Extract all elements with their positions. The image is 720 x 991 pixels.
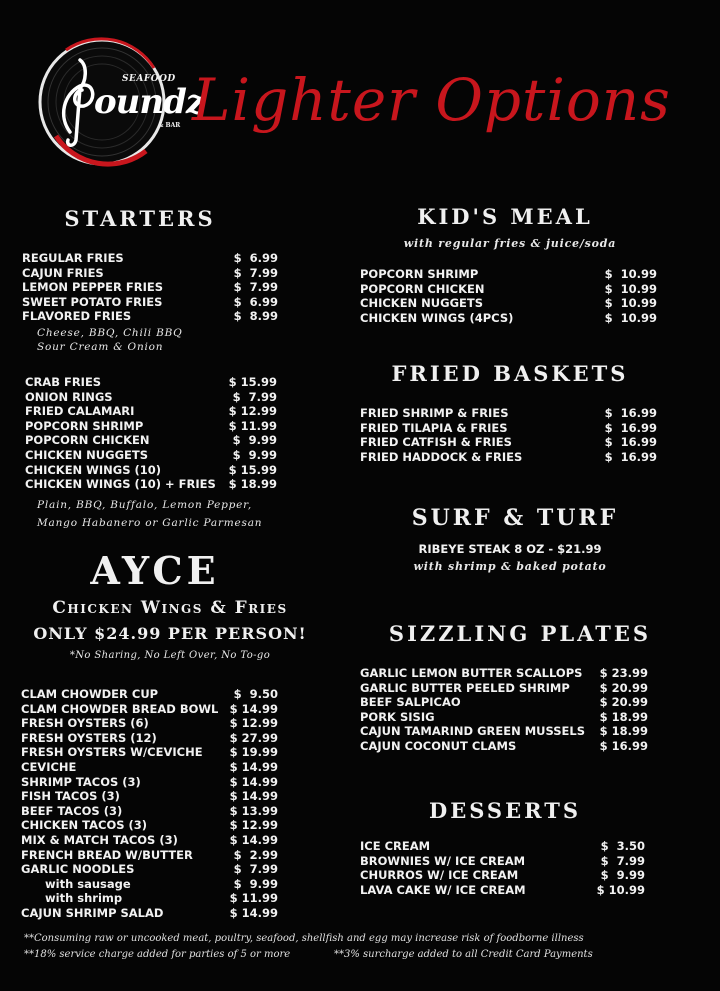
fries-menu-row-price: $ 7.99 <box>233 280 278 295</box>
fries-menu-row-price: $ 8.99 <box>233 309 278 324</box>
kids-menu-row-price: $ 10.99 <box>604 296 657 311</box>
menu-row <box>21 877 278 892</box>
logo-bar-text: & BAR <box>158 122 181 129</box>
menu-row <box>21 804 278 819</box>
fries-menu-row-name: FLAVORED FRIES <box>22 309 132 324</box>
starters-items-list <box>25 375 277 492</box>
surf-sub: with shrimp & baked potato <box>413 560 607 573</box>
kids-sub: with regular fries & juice/soda <box>403 237 617 250</box>
starter-menu-row-name: POPCORN SHRIMP <box>25 418 144 433</box>
menu-row-name: MIX & MATCH TACOS (3) <box>21 832 178 847</box>
menu-row-name: FRESH OYSTERS (6) <box>21 716 149 731</box>
starter-menu-row-name: POPCORN CHICKEN <box>25 433 150 448</box>
menu-row-price: $ 9.50 <box>233 687 278 701</box>
kids-menu-row-price: $ 10.99 <box>604 310 657 325</box>
desserts-heading: DESSERTS <box>429 798 581 823</box>
fries-menu-row <box>22 280 278 295</box>
menu-row-name: CAJUN SHRIMP SALAD <box>21 905 164 920</box>
sizzling-menu-row-price: $ 20.99 <box>599 680 648 695</box>
starter-menu-row-price: $ 12.99 <box>228 404 277 419</box>
basket-menu-row-price: $ 16.99 <box>604 449 657 464</box>
starter-menu-row-name: CHICKEN WINGS (10) + FRIES <box>25 477 216 492</box>
menu-row <box>21 687 278 702</box>
starter-menu-row-name: ONION RINGS <box>25 389 113 404</box>
kids-menu-row <box>360 296 657 311</box>
menu-row <box>21 775 278 790</box>
baskets-list <box>360 406 657 464</box>
dessert-menu-row <box>360 883 645 898</box>
sizzling-menu-row-price: $ 18.99 <box>599 709 648 724</box>
ayce-heading: AYCE <box>90 548 220 593</box>
restaurant-logo <box>36 36 205 168</box>
sizzling-menu-row <box>360 724 648 739</box>
kids-menu-row-price: $ 10.99 <box>604 281 657 296</box>
sizzling-heading: SIZZLING PLATES <box>388 621 652 646</box>
ayce-line2: ONLY $24.99 PER PERSON! <box>33 624 307 643</box>
kids-list <box>360 267 657 325</box>
menu-row <box>21 848 278 863</box>
menu-row <box>21 833 278 848</box>
kids-menu-row <box>360 282 657 297</box>
menu-row <box>21 731 278 746</box>
menu-row-name: CEVICHE <box>21 759 77 774</box>
menu-row-name: with shrimp <box>45 891 123 906</box>
menu-row-price: $ 7.99 <box>233 862 278 877</box>
starter-menu-row-price: $ 15.99 <box>228 375 277 389</box>
fries-flavors-line2: Sour Cream & Onion <box>37 341 164 353</box>
sizzling-menu-row-price: $ 20.99 <box>599 695 648 710</box>
wings-flavors-line1: Plain, BBQ, Buffalo, Lemon Pepper, <box>37 499 252 511</box>
basket-menu-row-price: $ 16.99 <box>604 435 657 450</box>
menu-row-name: SHRIMP TACOS (3) <box>21 774 141 789</box>
sizzling-menu-row-name: GARLIC LEMON BUTTER SCALLOPS <box>360 666 583 680</box>
fries-flavors-line1: Cheese, BBQ, Chili BBQ <box>37 327 183 339</box>
basket-menu-row-name: FRIED CATFISH & FRIES <box>360 435 512 450</box>
menu-row-price: $ 12.99 <box>229 818 278 833</box>
dessert-menu-row <box>360 839 645 854</box>
menu-row-name: FRESH OYSTERS W/CEVICHE <box>21 745 203 760</box>
kids-heading: KID'S MEAL <box>417 204 593 229</box>
menu-row-price: $ 19.99 <box>229 745 278 760</box>
dessert-menu-row-name: ICE CREAM <box>360 839 431 853</box>
dessert-menu-row-name: LAVA CAKE W/ ICE CREAM <box>360 882 526 897</box>
menu-row-price: $ 9.99 <box>233 876 278 891</box>
starter-menu-row-price: $ 18.99 <box>228 477 277 492</box>
kids-menu-row-name: POPCORN SHRIMP <box>360 267 479 281</box>
fries-menu-row <box>22 295 278 310</box>
fries-menu-row-name: CAJUN FRIES <box>22 265 104 280</box>
menu-row-price: $ 14.99 <box>229 701 278 716</box>
sizzling-menu-row-name: CAJUN TAMARIND GREEN MUSSELS <box>360 724 586 739</box>
starter-menu-row-name: CHICKEN WINGS (10) <box>25 462 162 477</box>
basket-menu-row-name: FRIED TILAPIA & FRIES <box>360 420 508 435</box>
starter-menu-row-price: $ 11.99 <box>228 418 277 433</box>
sizzling-menu-row <box>360 666 648 681</box>
starters-fries-list <box>22 251 278 324</box>
menu-row <box>21 789 278 804</box>
menu-row-name: GARLIC NOODLES <box>21 862 135 877</box>
fries-menu-row-price: $ 6.99 <box>233 251 278 265</box>
starter-menu-row-price: $ 9.99 <box>232 447 277 462</box>
logo-main-text: oundz <box>94 82 205 122</box>
menu-row <box>21 702 278 717</box>
basket-menu-row-price: $ 16.99 <box>604 420 657 435</box>
sizzling-menu-row <box>360 710 648 725</box>
sizzling-menu-row-name: GARLIC BUTTER PEELED SHRIMP <box>360 680 570 695</box>
footer-cc-surcharge: **3% surcharge added to all Credit Card Payments <box>334 949 593 960</box>
ayce-line1: Chicken Wings & Fries <box>52 598 288 618</box>
kids-menu-row-name: CHICKEN NUGGETS <box>360 296 484 311</box>
surf-line: RIBEYE STEAK 8 OZ - $21.99 <box>418 542 602 556</box>
kids-menu-row-name: CHICKEN WINGS (4PCS) <box>360 310 514 325</box>
starter-menu-row-name: FRIED CALAMARI <box>25 404 135 419</box>
sizzling-menu-row <box>360 681 648 696</box>
other-items-list <box>21 687 278 921</box>
dessert-menu-row-name: BROWNIES W/ ICE CREAM <box>360 853 526 868</box>
dessert-menu-row-price: $ 3.50 <box>600 839 645 853</box>
fries-menu-row-name: LEMON PEPPER FRIES <box>22 280 164 295</box>
dessert-menu-row-price: $ 9.99 <box>600 868 645 883</box>
menu-row-name: FISH TACOS (3) <box>21 789 120 804</box>
basket-menu-row-name: FRIED SHRIMP & FRIES <box>360 406 509 420</box>
menu-row-name: BEEF TACOS (3) <box>21 803 123 818</box>
starter-menu-row <box>25 404 277 419</box>
menu-row-price: $ 14.99 <box>229 774 278 789</box>
starter-menu-row <box>25 433 277 448</box>
footer-service-charge: **18% service charge added for parties of 5 or more <box>24 949 291 960</box>
menu-row-price: $ 14.99 <box>229 905 278 920</box>
fries-menu-row-name: REGULAR FRIES <box>22 251 124 265</box>
sizzling-menu-row <box>360 695 648 710</box>
basket-menu-row-name: FRIED HADDOCK & FRIES <box>360 449 523 464</box>
menu-row <box>21 760 278 775</box>
basket-menu-row <box>360 435 657 450</box>
logo-seafood-text: SEAFOOD <box>122 74 176 84</box>
sizzling-menu-row-price: $ 18.99 <box>599 724 648 739</box>
menu-row-name: CLAM CHOWDER CUP <box>21 687 159 701</box>
menu-row-price: $ 13.99 <box>229 803 278 818</box>
menu-row <box>21 891 278 906</box>
fries-menu-row <box>22 309 278 324</box>
basket-menu-row-price: $ 16.99 <box>604 406 657 420</box>
ayce-note: *No Sharing, No Left Over, No To-go <box>69 650 271 661</box>
starter-menu-row <box>25 419 277 434</box>
starter-menu-row-name: CHICKEN NUGGETS <box>25 447 149 462</box>
basket-menu-row <box>360 406 657 421</box>
menu-row-price: $ 2.99 <box>233 847 278 862</box>
baskets-heading: FRIED BASKETS <box>391 361 629 386</box>
sizzling-menu-row-price: $ 16.99 <box>599 738 648 753</box>
fries-menu-row-name: SWEET POTATO FRIES <box>22 294 163 309</box>
menu-row-name: CHICKEN TACOS (3) <box>21 818 148 833</box>
dessert-menu-row-price: $ 7.99 <box>600 853 645 868</box>
fries-menu-row <box>22 251 278 266</box>
sizzling-menu-row-price: $ 23.99 <box>599 666 648 680</box>
sizzling-list <box>360 666 648 754</box>
menu-row-price: $ 14.99 <box>229 832 278 847</box>
starter-menu-row-price: $ 7.99 <box>232 389 277 404</box>
menu-row <box>21 716 278 731</box>
dessert-menu-row <box>360 854 645 869</box>
menu-row-price: $ 12.99 <box>229 716 278 731</box>
menu-row-price: $ 11.99 <box>229 891 278 906</box>
sizzling-menu-row-name: CAJUN COCONUT CLAMS <box>360 738 517 753</box>
wings-flavors-line2: Mango Habanero or Garlic Parmesan <box>37 517 263 529</box>
starter-menu-row-name: CRAB FRIES <box>25 375 102 389</box>
sizzling-menu-row <box>360 739 648 754</box>
kids-menu-row <box>360 267 657 282</box>
menu-row-price: $ 14.99 <box>229 759 278 774</box>
fries-menu-row-price: $ 7.99 <box>233 265 278 280</box>
starter-menu-row <box>25 375 277 390</box>
fries-flavors-note <box>37 326 183 354</box>
basket-menu-row <box>360 421 657 436</box>
starter-menu-row-price: $ 9.99 <box>232 433 277 448</box>
fries-menu-row-price: $ 6.99 <box>233 294 278 309</box>
dessert-menu-row <box>360 868 645 883</box>
dessert-menu-row-price: $ 10.99 <box>596 882 645 897</box>
starter-menu-row <box>25 448 277 463</box>
menu-row-name: FRESH OYSTERS (12) <box>21 730 157 745</box>
kids-menu-row-price: $ 10.99 <box>604 267 657 281</box>
starter-menu-row <box>25 463 277 478</box>
basket-menu-row <box>360 450 657 465</box>
menu-row <box>21 745 278 760</box>
menu-row-name: with sausage <box>45 876 131 891</box>
menu-row-price: $ 14.99 <box>229 789 278 804</box>
fries-menu-row <box>22 266 278 281</box>
sizzling-menu-row-name: BEEF SALPICAO <box>360 695 461 710</box>
menu-row <box>21 818 278 833</box>
starter-menu-row <box>25 390 277 405</box>
starters-heading: STARTERS <box>64 206 216 231</box>
starter-menu-row-price: $ 15.99 <box>228 462 277 477</box>
menu-row-price: $ 27.99 <box>229 730 278 745</box>
sizzling-menu-row-name: PORK SISIG <box>360 709 435 724</box>
menu-row-name: CLAM CHOWDER BREAD BOWL <box>21 701 219 716</box>
menu-row-name: FRENCH BREAD W/BUTTER <box>21 847 193 862</box>
menu-row <box>21 862 278 877</box>
page-title: Lighter Options <box>192 66 671 134</box>
menu-row <box>21 906 278 921</box>
kids-menu-row-name: POPCORN CHICKEN <box>360 281 485 296</box>
wings-flavors-note <box>37 496 262 532</box>
dessert-menu-row-name: CHURROS W/ ICE CREAM <box>360 868 519 883</box>
kids-menu-row <box>360 311 657 326</box>
starter-menu-row <box>25 477 277 492</box>
surf-heading: SURF & TURF <box>411 505 619 531</box>
desserts-list <box>360 839 645 897</box>
footer-health-warning: **Consuming raw or uncooked meat, poultry, seafood, shellfish and egg may increase risk of foodborne illness <box>24 933 584 944</box>
